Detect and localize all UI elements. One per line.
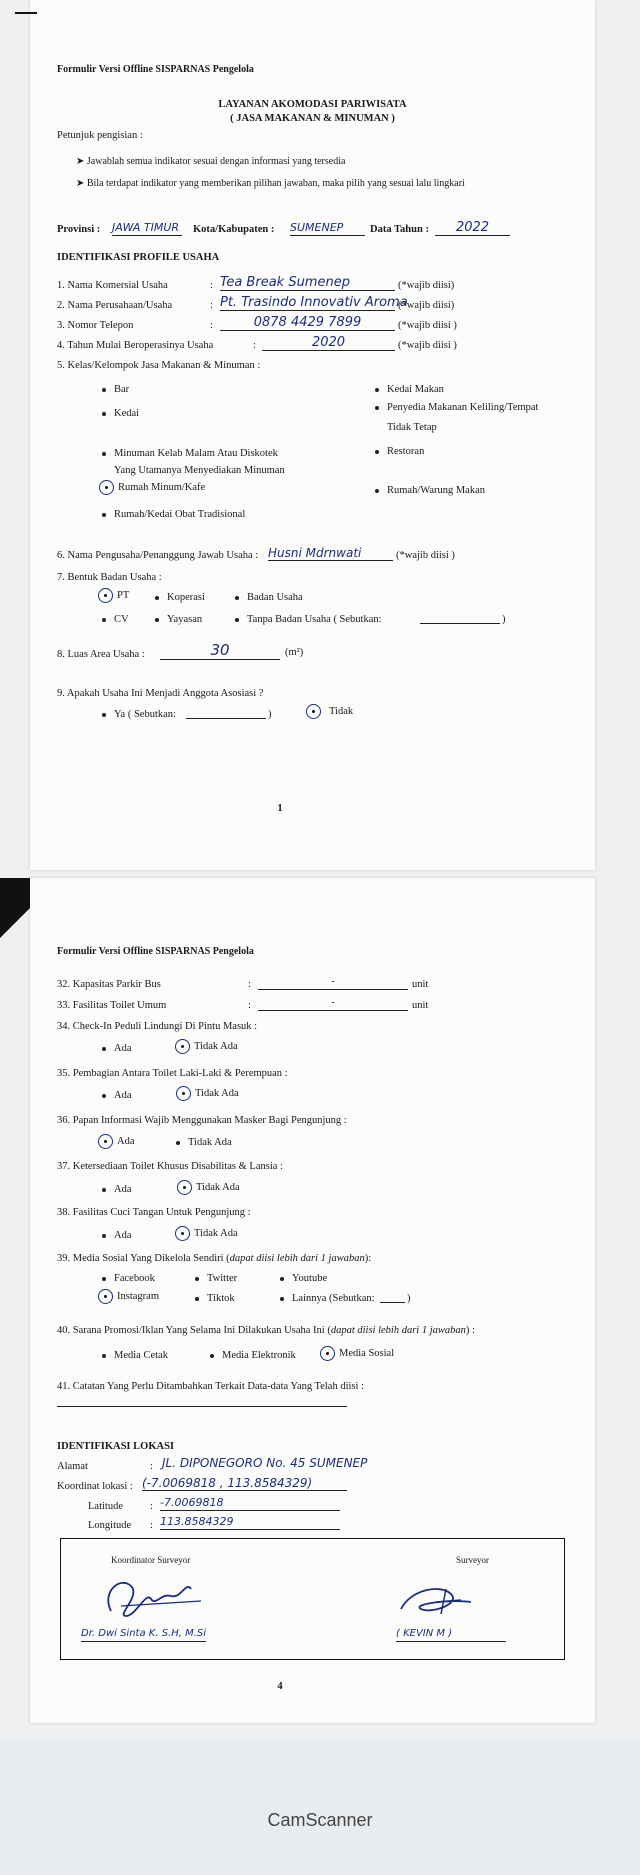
q39-other-input[interactable] bbox=[380, 1302, 405, 1303]
q35-label: 35. Pembagian Antara Toilet Laki-Laki & Perempuan : bbox=[57, 1068, 288, 1079]
selected-circle-icon bbox=[98, 588, 113, 603]
q5-option-keliling-line2: Tidak Tetap bbox=[387, 422, 437, 433]
q40-option-sosial-selected[interactable]: Media Sosial bbox=[320, 1346, 394, 1361]
q9-option-ya[interactable]: Ya ( Sebutkan: bbox=[102, 708, 176, 722]
q39-option-instagram-selected[interactable]: Instagram bbox=[98, 1289, 159, 1304]
page-number-1: 1 bbox=[277, 803, 283, 814]
koordinat-value[interactable]: (-7.0069818 , 113.8584329) bbox=[142, 1476, 347, 1491]
q7-other-input[interactable] bbox=[420, 623, 500, 624]
q9-option-tidak-selected[interactable]: Tidak bbox=[306, 704, 353, 719]
scan-mark bbox=[15, 12, 37, 14]
q33-label: 33. Fasilitas Toilet Umum bbox=[57, 1000, 167, 1011]
q36-option-tidak-ada[interactable]: Tidak Ada bbox=[176, 1136, 232, 1150]
latitude-value[interactable]: -7.0069818 bbox=[160, 1496, 340, 1511]
form-subtitle: ( JASA MAKANAN & MINUMAN ) bbox=[230, 113, 395, 124]
q34-option-tidak-ada-selected[interactable]: Tidak Ada bbox=[175, 1039, 238, 1054]
q9-label: 9. Apakah Usaha Ini Menjadi Anggota Asosiasi ? bbox=[57, 688, 264, 699]
instruction-1: ➤ Jawablah semua indikator sesuai dengan informasi yang tersedia bbox=[76, 156, 346, 167]
selected-circle-icon bbox=[175, 1226, 190, 1241]
q7-option-pt-selected[interactable]: PT bbox=[98, 588, 129, 603]
q41-label: 41. Catatan Yang Perlu Ditambahkan Terkait Data-data Yang Telah diisi : bbox=[57, 1381, 364, 1392]
kota-label: Kota/Kabupaten : bbox=[193, 224, 275, 235]
q2-label: 2. Nama Perusahaan/Usaha bbox=[57, 300, 173, 311]
q8-label: 8. Luas Area Usaha : bbox=[57, 649, 145, 660]
q7-option-tanpa[interactable]: Tanpa Badan Usaha ( Sebutkan: bbox=[235, 613, 382, 627]
q8-unit: (m²) bbox=[285, 647, 304, 658]
q5-option-minuman[interactable]: Minuman Kelab Malam Atau Diskotek bbox=[102, 447, 278, 461]
q32-value[interactable]: - bbox=[258, 975, 408, 990]
q5-option-obat[interactable]: Rumah/Kedai Obat Tradisional bbox=[102, 508, 245, 522]
q5-label: 5. Kelas/Kelompok Jasa Makanan & Minuman : bbox=[57, 360, 261, 371]
q6-label: 6. Nama Pengusaha/Penanggung Jawab Usaha : bbox=[57, 550, 259, 561]
q7-option-yayasan[interactable]: Yayasan bbox=[155, 613, 202, 627]
q1-value[interactable]: Tea Break Sumenep bbox=[220, 276, 395, 291]
selected-circle-icon bbox=[177, 1180, 192, 1195]
q39-option-facebook[interactable]: Facebook bbox=[102, 1272, 155, 1286]
form-page-1: Formulir Versi Offline SISPARNAS Pengelola LAYANAN AKOMODASI PARIWISATA ( JASA MAKANAN & MINUMAN ) Petunjuk pengisian : ➤ Jawablah semua indikator sesuai dengan informasi yang tersedia ➤ Bila terdapat indikator yang memberikan pilihan jawaban, maka pilih yang sesuai lalu lingkari Provinsi : JAWA TIMUR Kota/Kabupaten : SUMENEP Data Tahun : 2022 IDENTIFIKASI PROFILE USAHA 1. Nama Komersial Usaha : Tea Break Sumenep (*wajib diisi) 2. Nama Perusahaan/Usaha : Pt. Trasindo Innovativ Aroma (*wajib diisi) 3. Nomor Telepon : 0878 4429 7899 (*wajib diisi ) 4. Tahun Mulai Beroperasinya Usaha : 2020 (*wajib diisi ) 5. Kelas/Kelompok Jasa Makanan & Minuman : Bar Kedai Minuman Kelab Malam Atau Diskotek Yang Utamanya Menyediakan Minuman Rumah Minum/Kafe Rumah/Kedai Obat Tradisional Kedai Makan Penyedia Makanan Keliling/Tempat Tidak Tetap Restoran Rumah/Warung Makan 6. Nama Pengusaha/Penanggung Jawab Usaha : Husni Mdrnwati (*wajib diisi ) 7. Bentuk Badan Usaha : PT Koperasi Badan Usaha CV Yayasan Tanpa Badan Usaha ( Sebutkan: ) 8. Luas Area Usaha : 30 (m²) 9. Apakah Usaha Ini Menjadi Anggota Asosiasi ? Ya ( Sebutkan: ) Tidak 1 bbox=[30, 0, 595, 870]
q40-option-cetak[interactable]: Media Cetak bbox=[102, 1349, 168, 1363]
q3-label: 3. Nomor Telepon bbox=[57, 320, 134, 331]
instruction-2: ➤ Bila terdapat indikator yang memberikan pilihan jawaban, maka pilih yang sesuai lalu lingkari bbox=[76, 178, 465, 189]
q8-value[interactable]: 30 bbox=[160, 642, 280, 660]
q4-value[interactable]: 2020 bbox=[262, 336, 395, 351]
q4-required: (*wajib diisi ) bbox=[398, 340, 457, 351]
signature-box bbox=[60, 1538, 565, 1660]
selected-circle-icon bbox=[99, 480, 114, 495]
form-title: LAYANAN AKOMODASI PARIWISATA bbox=[218, 99, 407, 110]
q3-required: (*wajib diisi ) bbox=[398, 320, 457, 331]
tahun-value[interactable]: 2022 bbox=[435, 221, 510, 236]
surveyor-label: Surveyor bbox=[456, 1555, 489, 1565]
q39-option-lainnya[interactable]: Lainnya (Sebutkan: bbox=[280, 1292, 375, 1306]
q7-label: 7. Bentuk Badan Usaha : bbox=[57, 572, 162, 583]
q7-option-cv[interactable]: CV bbox=[102, 613, 129, 627]
form-header-2: Formulir Versi Offline SISPARNAS Pengelola bbox=[57, 946, 254, 957]
q7-option-badan-usaha[interactable]: Badan Usaha bbox=[235, 591, 303, 605]
q5-option-minuman-line2: Yang Utamanya Menyediakan Minuman bbox=[114, 465, 285, 476]
q4-label: 4. Tahun Mulai Beroperasinya Usaha bbox=[57, 340, 214, 351]
q2-required: (*wajib diisi) bbox=[398, 300, 455, 311]
q38-label: 38. Fasilitas Cuci Tangan Untuk Pengunjung : bbox=[57, 1207, 251, 1218]
q39-label: 39. Media Sosial Yang Dikelola Sendiri (dapat diisi lebih dari 1 jawaban): bbox=[57, 1253, 372, 1264]
koordinator-label: Koordinator Surveyor bbox=[111, 1555, 191, 1565]
longitude-value[interactable]: 113.8584329 bbox=[160, 1515, 340, 1530]
q38-option-tidak-ada-selected[interactable]: Tidak Ada bbox=[175, 1226, 238, 1241]
q5-option-warung[interactable]: Rumah/Warung Makan bbox=[375, 484, 485, 498]
selected-circle-icon bbox=[176, 1086, 191, 1101]
q5-option-kedai[interactable]: Kedai bbox=[102, 407, 139, 421]
scanner-footer bbox=[0, 1740, 640, 1875]
q34-option-ada[interactable]: Ada bbox=[102, 1042, 132, 1056]
provinsi-value[interactable]: JAWA TIMUR bbox=[112, 221, 182, 236]
q41-notes-input[interactable] bbox=[57, 1406, 347, 1407]
q36-option-ada-selected[interactable]: Ada bbox=[98, 1134, 135, 1149]
q33-value[interactable]: - bbox=[258, 996, 408, 1011]
section-title-lokasi: IDENTIFIKASI LOKASI bbox=[57, 1441, 174, 1452]
koordinator-signature-icon bbox=[91, 1571, 221, 1621]
form-header: Formulir Versi Offline SISPARNAS Pengelola bbox=[57, 64, 254, 75]
provinsi-label: Provinsi : bbox=[57, 224, 101, 235]
q1-label: 1. Nama Komersial Usaha bbox=[57, 280, 168, 291]
koordinator-name: Dr. Dwi Sinta K. S.H, M.Si bbox=[81, 1627, 206, 1642]
alamat-value[interactable]: JL. DIPONEGORO No. 45 SUMENEP bbox=[162, 1456, 368, 1470]
q6-value[interactable]: Husni Mdrnwati bbox=[268, 546, 393, 561]
selected-circle-icon bbox=[320, 1346, 335, 1361]
form-page-2: Formulir Versi Offline SISPARNAS Pengelola 32. Kapasitas Parkir Bus : - unit 33. Fasilitas Toilet Umum : - unit 34. Check-In Peduli Lindungi Di Pintu Masuk : Ada Tidak Ada 35. Pembagian Antara Toilet Laki-Laki & Perempuan : Ada Tidak Ada 36. Papan Informasi Wajib Menggunakan Masker Bagi Pengunjung : Ada Tidak Ada 37. Ketersediaan Toilet Khusus Disabilitas & Lansia : Ada Tidak Ada 38. Fasilitas Cuci Tangan Untuk Pengunjung : Ada Tidak Ada 39. Media Sosial Yang Dikelola Sendiri (dapat diisi lebih dari 1 jawaban): Facebook Twitter Youtube Instagram Tiktok Lainnya (Sebutkan: ) 40. Sarana Promosi/Iklan Yang Selama Ini Dilakukan Usaha Ini (dapat diisi lebih dari 1 jawaban) : Media Cetak Media Elektronik Media Sosial 41. Catatan Yang Perlu Ditambahkan Terkait Data-data Yang Telah diisi : IDENTIFIKASI LOKASI Alamat : JL. DIPONEGORO No. 45 SUMENEP Koordinat lokasi : (-7.0069818 , 113.8584329) Latitude : -7.0069818 Longitude : 113.8584329 Koordinator Surveyor Dr. Dwi Sinta K. S.H, M.Si Surveyor ( KEVIN M ) 4 bbox=[30, 878, 595, 1723]
surveyor-name: ( KEVIN M ) bbox=[396, 1627, 506, 1642]
q37-label: 37. Ketersediaan Toilet Khusus Disabilitas & Lansia : bbox=[57, 1161, 283, 1172]
q37-option-ada[interactable]: Ada bbox=[102, 1183, 132, 1197]
selected-circle-icon bbox=[98, 1289, 113, 1304]
q32-label: 32. Kapasitas Parkir Bus bbox=[57, 979, 161, 990]
q6-required: (*wajib diisi ) bbox=[396, 550, 455, 561]
tahun-label: Data Tahun : bbox=[370, 224, 429, 235]
q39-option-tiktok[interactable]: Tiktok bbox=[195, 1292, 235, 1306]
alamat-label: Alamat bbox=[57, 1461, 88, 1472]
q35-option-tidak-ada-selected[interactable]: Tidak Ada bbox=[176, 1086, 239, 1101]
selected-circle-icon bbox=[306, 704, 321, 719]
q1-required: (*wajib diisi) bbox=[398, 280, 455, 291]
latitude-label: Latitude bbox=[88, 1501, 123, 1512]
q39-option-twitter[interactable]: Twitter bbox=[195, 1272, 237, 1286]
q2-value[interactable]: Pt. Trasindo Innovativ Aroma bbox=[220, 295, 408, 310]
q37-option-tidak-ada-selected[interactable]: Tidak Ada bbox=[177, 1180, 240, 1195]
q38-option-ada[interactable]: Ada bbox=[102, 1229, 132, 1243]
longitude-label: Longitude bbox=[88, 1520, 132, 1531]
q3-value[interactable]: 0878 4429 7899 bbox=[220, 316, 395, 331]
kota-value[interactable]: SUMENEP bbox=[290, 221, 365, 236]
q5-option-keliling[interactable]: Penyedia Makanan Keliling/Tempat bbox=[375, 401, 538, 415]
q5-option-rumah-minum-selected[interactable]: Rumah Minum/Kafe bbox=[99, 480, 205, 495]
q5-option-bar[interactable]: Bar bbox=[102, 383, 129, 397]
q36-label: 36. Papan Informasi Wajib Menggunakan Masker Bagi Pengunjung : bbox=[57, 1115, 347, 1126]
brand-label: CamScanner bbox=[267, 1810, 373, 1830]
q39-option-youtube[interactable]: Youtube bbox=[280, 1272, 327, 1286]
q40-label: 40. Sarana Promosi/Iklan Yang Selama Ini Dilakukan Usaha Ini (dapat diisi lebih dari 1 jawaban) : bbox=[57, 1325, 475, 1336]
q5-option-kedai-makan[interactable]: Kedai Makan bbox=[375, 383, 444, 397]
q40-option-elektronik[interactable]: Media Elektronik bbox=[210, 1349, 296, 1363]
q7-option-koperasi[interactable]: Koperasi bbox=[155, 591, 205, 605]
koordinat-label: Koordinat lokasi : bbox=[57, 1481, 133, 1492]
q9-other-input[interactable] bbox=[186, 718, 266, 719]
instructions-label: Petunjuk pengisian : bbox=[57, 130, 143, 141]
q34-label: 34. Check-In Peduli Lindungi Di Pintu Masuk : bbox=[57, 1021, 258, 1032]
surveyor-signature-icon bbox=[391, 1574, 491, 1624]
q35-option-ada[interactable]: Ada bbox=[102, 1089, 132, 1103]
page-number-4: 4 bbox=[277, 1681, 283, 1692]
q5-option-restoran[interactable]: Restoran bbox=[375, 445, 424, 459]
selected-circle-icon bbox=[98, 1134, 113, 1149]
section-title-profile: IDENTIFIKASI PROFILE USAHA bbox=[57, 252, 220, 263]
selected-circle-icon bbox=[175, 1039, 190, 1054]
